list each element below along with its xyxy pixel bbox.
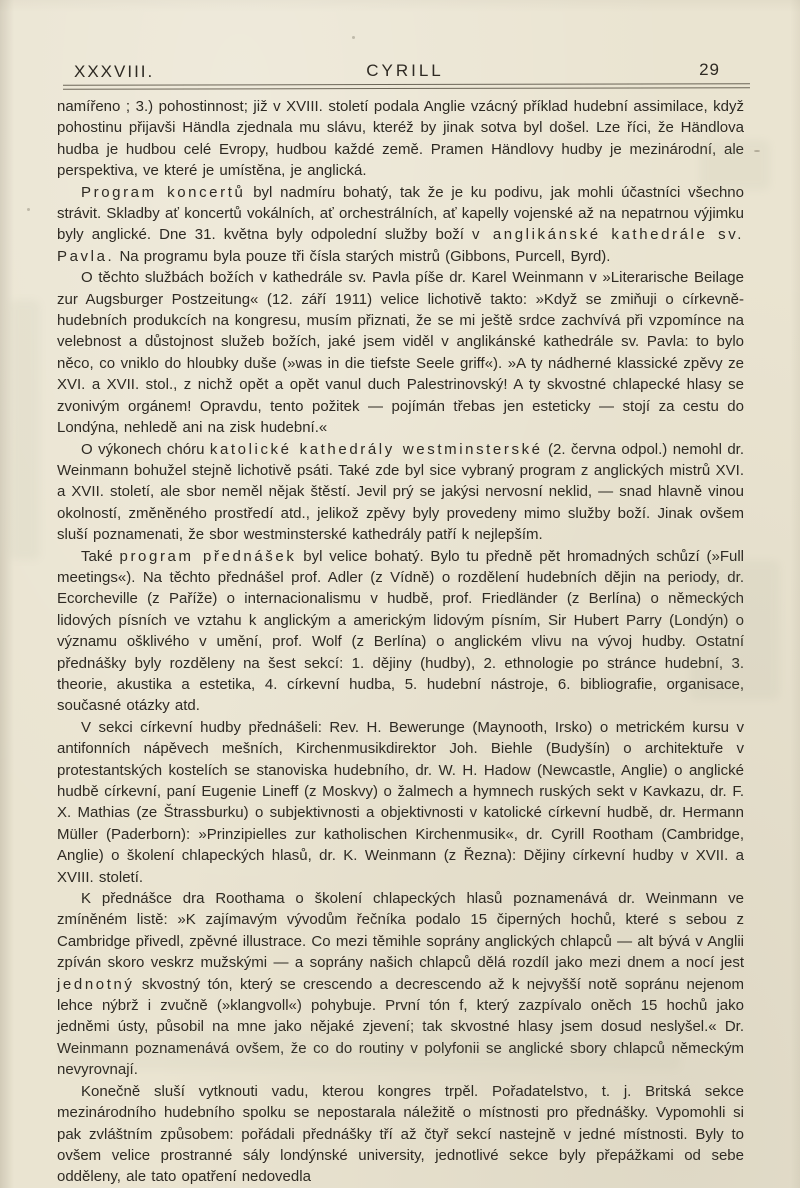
- page-number: 29: [699, 60, 720, 79]
- body-text: Také: [81, 547, 120, 565]
- emphasized-spaced-text: Program koncertů: [81, 183, 246, 201]
- ink-speck: [352, 36, 355, 39]
- body-text: Konečně sluší vytknouti vadu, kterou kongres trpěl. Pořadatelstvo, t. j. Britská sekce mezinárodního hudebního spolku se nepostarala náležitě o místnosti pro přednášky. Vypomohli si pak zvláštním způsobem: pořádali přednášky tří až čtyř sekcí nastejně v jedné místnosti. Byly to ovšem velice prostranné sály londýnské university, jednotlivé sekce byly přepážkami od sebe odděleny, ale tato opatření nedovedla: [57, 1082, 744, 1186]
- article-body: [57, 96, 744, 1188]
- body-text: O těchto službách božích v kathedrále sv. Pavla píše dr. Karel Weinmann v »Literarische Beilage zur Augsburger Postzeitung« (12. září 1911) velice lichotivě takto: »Když se zmiňuji o církevně-hudebních produkcích na kongresu, musím přiznati, že se mi ještě srdce zachvívá při vzpomínce na velebnost a důstojnost služeb božích, jaké jsem viděl v anglikánské kathedrále sv. Pavla: to bylo něco, co vniklo do hloubky duše (»was in die tiefste Seele griff«). »A ty nádherné klassické zpěvy ze XVI. a XVII. stol., z nichž opět a opět vanul duch Palestrinovský! A ty skvostné chlapecké hlasy se zvonivým orgánem! Opravdu, tento požitek — pojímán třebas jen esteticky — stojí za cestu do Londýna, nehledě ani na zisk hudební.«: [57, 269, 744, 437]
- page-header: [62, 58, 748, 82]
- paragraph: [57, 182, 744, 268]
- body-text: (2. června odpol.) nemohl dr. Weinmann bohužel stejně lichotivě psáti. Také zde byl sice vybraný program z anglických mistrů XVI. a XVII. století, ale sbor neměl nějak štěstí. Jevil prý se jakýsi nervosní neklid, — snad hlavně vinou okolností, změněného prostředí atd., jelikož zpěvy byly provedeny mimo služby boží. Jinak ovšem sluší poznamenati, že sbor westminsterské kathedrály patří k nejlepším.: [57, 440, 745, 544]
- emphasized-spaced-text: v anglikánské kathedrále sv. Pavla.: [57, 226, 745, 265]
- volume-folio: XXXVIII.: [74, 62, 155, 81]
- body-text: namířeno ; 3.) pohostinnost; již v XVIII. století podala Anglie vzácný příklad hudební assimilace, když pohostinu přijavši Händla zjednala mu slávu, kteréž by jinak sotva byl došel. Lze říci, že Händlova hudba je hudbou celé Evropy, hudbou každé země. Pramen Händlovy hudby je mezinárodní, ale perspektiva, ve které je umístěna, je anglická.: [57, 98, 744, 180]
- journal-title: CYRILL: [366, 61, 444, 80]
- ink-speck: [754, 150, 760, 152]
- paragraph: [57, 267, 744, 438]
- paragraph: [57, 717, 744, 888]
- body-text: O výkonech chóru: [81, 440, 210, 458]
- paragraph: [57, 439, 744, 546]
- body-text: Na programu byla pouze tři čísla starých mistrů (Gibbons, Purcell, Byrd).: [114, 247, 611, 265]
- emphasized-spaced-text: katolické kathedrály westminsterské: [209, 440, 543, 458]
- ink-speck: [27, 208, 30, 211]
- body-text: K přednášce dra Roothama o školení chlapeckých hlasů poznamenává dr. Weinmann ve zmíněném listě: »K zajímavým vývodům řečníka podalo 15 čiperných hochů, které s sebou z Cambridge přivedl, zpěvné illustrace. Co mezi těmihle soprány anglických chlapců — alt bývá v Anglii zpíván skoro veskrz mužskými — a soprány našich chlapců dělá rozdíl jako mezi dnem a nocí jest: [57, 890, 744, 972]
- emphasized-spaced-text: program přednášek: [119, 547, 297, 565]
- body-text: byl nadmíru bohatý, tak že je ku podivu, jak mohli účastníci všechno strávit. Skladby ať koncertů vokálních, ať orchestrálních, ať kapelly vojenské až na nepatrnou výjimku byly anglické. Dne 31. května byly odpolední služby boží: [57, 183, 744, 244]
- body-text: byl velice bohatý. Bylo tu předně pět hromadných schůzí (»Full meetings«). Na těchto přednášel prof. Adler (z Vídně) o rozdělení hudebních dějin na periody, dr. Ecorcheville (z Paříže) o internacionalismu v hudbě, prof. Friedländer (z Berlína) o německých lidových písních ve vztahu k anglickým a americkým lidovým písním, Sir Hubert Parry (Londýn) o významu ošklivého v umění, prof. Wolf (z Berlína) o anglickém vlivu na vývoj hudby. Ostatní přednášky byly rozděleny na šest sekcí: 1. dějiny (hudby), 2. ethnologie po stránce hudební, 3. theorie, akustika a estetika, 4. církevní hudba, 5. hudební nástroje, 6. bibliografie, organisace, současné otázky atd.: [57, 547, 744, 715]
- header-rule: [63, 83, 750, 89]
- body-text: V sekci církevní hudby přednášeli: Rev. H. Bewerunge (Maynooth, Irsko) o metrickém kursu v antifonních nápěvech mešních, Kirchenmusikdirektor Joh. Biehle (Budyšín) o architektuře v protestantských kostelích se stanoviska hudebního, dr. W. H. Hadow (Newcastle, Anglie) o anglické hudbě církevní, paní Eugenie Lineff (z Moskvy) o žalmech a hymnech ruských sekt v Kavkazu, dr. F. X. Mathias (ze Štrassburku) o subjektivnosti a objektivnosti v katolické církevní hudbě, dr. Hermann Müller (Paderborn): »Prinzipielles zur katholischen Kirchenmusik«, dr. Cyrill Rootham (Cambridge, Anglie) o školení chlapeckých hlasů, dr. K. Weinmann (z Řezna): Dějiny církevní hudby v XVII. a XVIII. století.: [57, 718, 744, 886]
- emphasized-spaced-text: jednotný: [57, 975, 135, 993]
- paragraph: [57, 546, 744, 717]
- paragraph: [57, 1081, 744, 1188]
- paragraph: [57, 888, 744, 1081]
- bleed-through-artifact: [10, 300, 40, 560]
- body-text: skvostný tón, který se crescendo a decrescendo až k nejvyšší notě sopránu nejenom lehce nýbrž i zvučně (»klangvoll«) pohybuje. První tón f, který zazpívalo oněch 15 hochů jako jedněmi ústy, působil na mne jako nějaké zjevení; tak skvostné hlasy jsem dosud neslyšel.« Dr. Weinmann poznamenává ovšem, že co do routiny v polyfonii se anglické sbory chlapců německým nevyrovnají.: [57, 975, 744, 1079]
- paragraph: [57, 96, 744, 182]
